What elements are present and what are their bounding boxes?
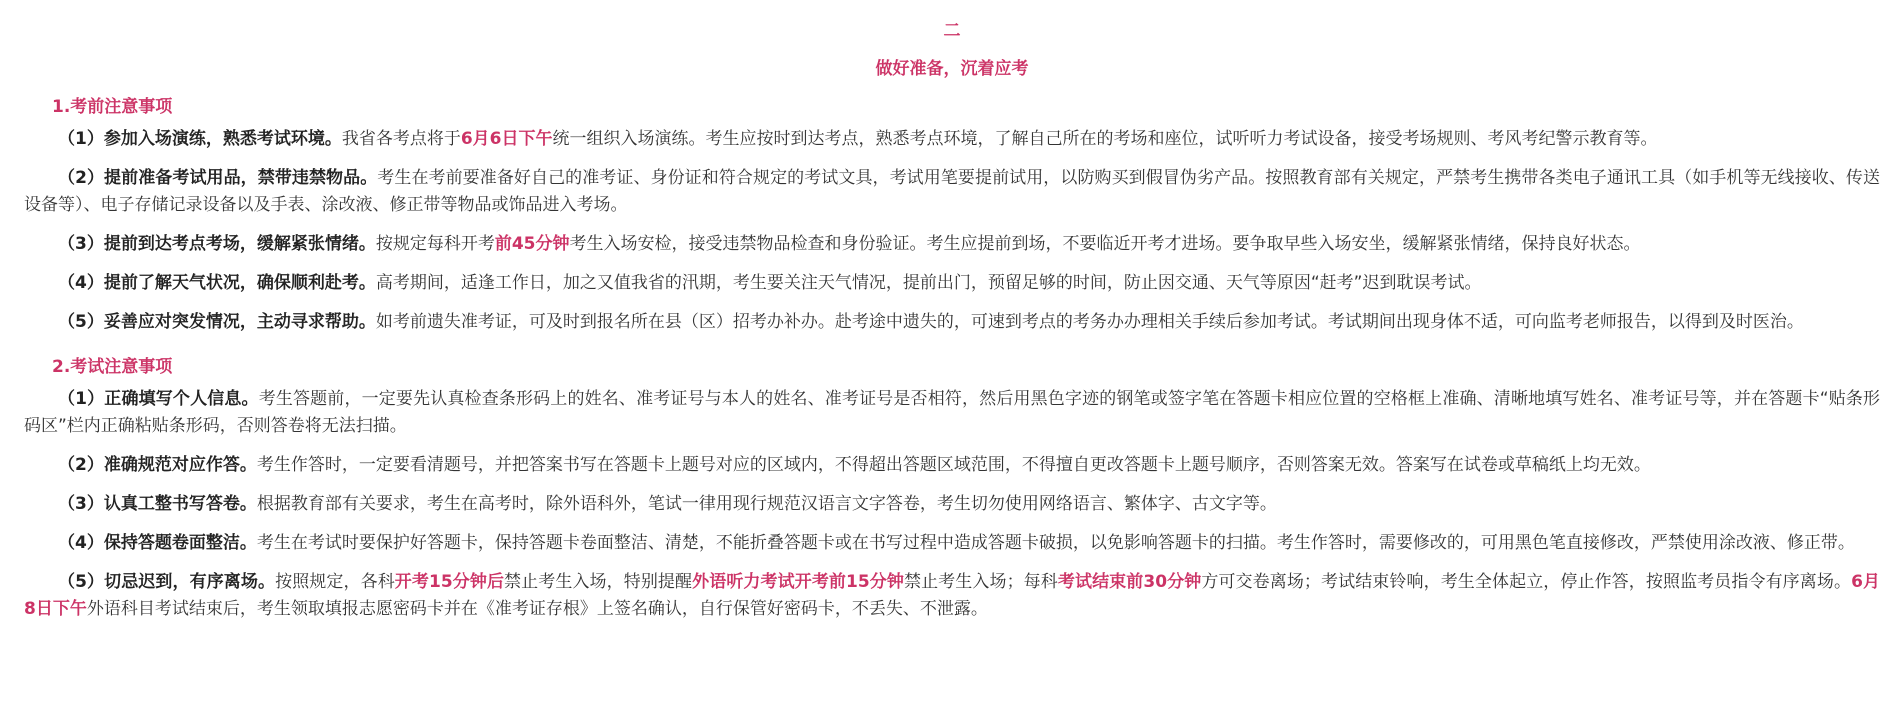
paragraph-text: 统一组织入场演练。考生应按时到达考点，熟悉考点环境，了解自己所在的考场和座位，试听听力考试设备，接受考场规则、考风考纪警示教育等。 <box>552 129 1658 149</box>
chapter-number: 二 <box>943 21 961 41</box>
paragraph-text: 禁止考生入场，特别提醒 <box>504 572 693 592</box>
paragraph-text: 根据教育部有关要求，考生在高考时，除外语科外，笔试一律用现行规范汉语言文字答卷，考生切勿使用网络语言、繁体字、古文字等。 <box>256 494 1277 514</box>
paragraph-clean-sheet <box>24 530 1880 557</box>
paragraph-lead: （4）提前了解天气状况，确保顺利赴考。 <box>58 273 376 293</box>
paragraph-weather <box>24 270 1880 297</box>
paragraph-text: 考生在考前要准备好自己的准考证、身份证和符合规定的考试文具，考试用笔要提前试用，以防购买到假冒伪劣产品。按照教育部有关规定，严禁考生携带各类电子通讯工具（如手机等无线接收、传送设备等）、电子存储记录设备以及手表、涂改液、修正带等物品或饰品进入考场。 <box>24 168 1880 215</box>
paragraph-emergency <box>24 309 1880 336</box>
paragraph-lead: （1）参加入场演练，熟悉考试环境。 <box>58 129 342 149</box>
section-heading-before-exam: 1.考前注意事项 <box>52 97 173 117</box>
paragraph-personal-info <box>24 386 1880 440</box>
paragraph-text: 外语科目考试结束后，考生领取填报志愿密码卡并在《准考证存根》上签名确认，自行保管好密码卡，不丢失、不泄露。 <box>86 599 988 619</box>
paragraph-lead: （3）提前到达考点考场，缓解紧张情绪。 <box>58 234 376 254</box>
paragraph-text: 方可交卷离场；考试结束铃响，考生全体起立，停止作答，按照监考员指令有序离场。 <box>1201 572 1852 592</box>
paragraph-no-late <box>24 569 1880 623</box>
paragraph-text: 禁止考生入场；每科 <box>903 572 1058 592</box>
paragraph-lead: （4）保持答题卷面整洁。 <box>58 533 257 553</box>
paragraph-lead: （5）妥善应对突发情况，主动寻求帮助。 <box>58 312 376 332</box>
paragraph-rehearsal <box>24 126 1880 153</box>
paragraph-text: 按照规定，各科 <box>275 572 395 592</box>
paragraph-text: 考生在考试时要保护好答题卡，保持答题卡卷面整洁、清楚，不能折叠答题卡或在书写过程中造成答题卡破损，以免影响答题卡的扫描。考生作答时，需要修改的，可用黑色笔直接修改，严禁使用涂改液、修正带。 <box>256 533 1855 553</box>
chapter-title: 做好准备，沉着应考 <box>875 59 1029 79</box>
paragraph-lead: （1）正确填写个人信息。 <box>58 389 259 409</box>
highlight-time: 前45分钟 <box>494 234 570 254</box>
paragraph-text: 我省各考点将于 <box>341 129 461 149</box>
highlight-date: 6月6日下午 <box>460 129 553 149</box>
paragraph-lead: （2）提前准备考试用品，禁带违禁物品。 <box>58 168 378 188</box>
highlight-time: 开考15分钟后 <box>394 572 505 592</box>
paragraph-arrive-early <box>24 231 1880 258</box>
highlight-time: 考试结束前30分钟 <box>1057 572 1202 592</box>
paragraph-handwriting <box>24 491 1880 518</box>
highlight-date: 6月8日下午 <box>24 572 1880 619</box>
paragraph-lead: （5）切忌迟到，有序离场。 <box>58 572 276 592</box>
highlight-time: 外语听力考试开考前15分钟 <box>692 572 904 592</box>
section-heading-during-exam: 2.考试注意事项 <box>52 357 173 377</box>
paragraph-supplies <box>24 165 1880 219</box>
paragraph-text: 考生入场安检，接受违禁物品检查和身份验证。考生应提前到场，不要临近开考才进场。要争取早些入场安坐，缓解紧张情绪，保持良好状态。 <box>569 234 1641 254</box>
paragraph-text: 如考前遗失准考证，可及时到报名所在县（区）招考办补办。赴考途中遗失的，可速到考点的考务办办理相关手续后参加考试。考试期间出现身体不适，可向监考老师报告，以得到及时医治。 <box>375 312 1804 332</box>
paragraph-text: 高考期间，适逢工作日，加之又值我省的汛期，考生要关注天气情况，提前出门，预留足够的时间，防止因交通、天气等原因“赶考”迟到耽误考试。 <box>375 273 1482 293</box>
paragraph-text: 按规定每科开考 <box>375 234 495 254</box>
paragraph-lead: （2）准确规范对应作答。 <box>58 455 257 475</box>
paragraph-text: 考生作答时，一定要看清题号，并把答案书写在答题卡上题号对应的区域内，不得超出答题区域范围，不得擅自更改答题卡上题号顺序，否则答案无效。答案写在试卷或草稿纸上均无效。 <box>256 455 1651 475</box>
paragraph-answer-area <box>24 452 1880 479</box>
paragraph-lead: （3）认真工整书写答卷。 <box>58 494 257 514</box>
paragraph-text: 考生答题前，一定要先认真检查条形码上的姓名、准考证号与本人的姓名、准考证号是否相符，然后用黑色字迹的钢笔或签字笔在答题卡相应位置的空格框上准确、清晰地填写姓名、准考证号等，并在答题卡“贴条形码区”栏内正确粘贴条形码，否则答卷将无法扫描。 <box>24 389 1880 436</box>
